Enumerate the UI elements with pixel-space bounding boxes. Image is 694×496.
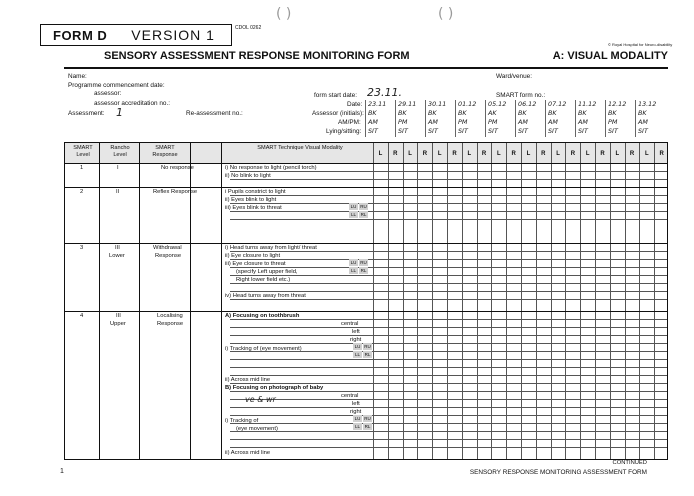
header-initials-value: BK [368, 109, 377, 117]
header-grid-line [515, 100, 516, 137]
ward-label: Ward/venue: [496, 73, 532, 80]
lr-column-label: L [645, 151, 649, 157]
lr-column-label: L [437, 151, 442, 157]
header-dates-value: 11.12 [578, 100, 597, 108]
grid-row-line [230, 383, 667, 384]
rancho-level: III [116, 313, 121, 319]
field-box: RU [364, 344, 371, 349]
grid-row-line [230, 375, 667, 376]
header-grid-line [545, 100, 546, 137]
technique-item: ii) Across mid line [225, 377, 271, 383]
header-lying-value: SIT [458, 127, 468, 135]
header-grid-line [605, 100, 606, 137]
grid-column-line [639, 143, 640, 459]
header-ampm-value: AM [638, 118, 648, 126]
technique-item: iv) Head turns away from threat [225, 293, 306, 299]
header-lying-value: SIT [368, 127, 378, 135]
header-grid-line [395, 100, 396, 137]
header-lying-value: SIT [638, 127, 648, 135]
rancho-sublevel: Upper [110, 321, 126, 327]
field-box: RL [360, 268, 367, 273]
lr-column-label: L [556, 151, 560, 157]
header-ampm-value: AM [578, 118, 588, 126]
grid-column-line [388, 143, 389, 459]
grid-column-line [580, 143, 581, 459]
col-divider [139, 143, 140, 459]
direction-label: right [350, 409, 362, 415]
grid-column-line [491, 143, 492, 459]
header-initials-value: BK [428, 109, 437, 117]
grid-row-line [230, 327, 667, 328]
header-dates-value: 01.12 [458, 100, 477, 108]
grid-column-line [551, 143, 552, 459]
lr-column-label: L [467, 151, 472, 157]
header-initials-value: BK [458, 109, 467, 117]
technique-item: iii) Eye closure to threat [225, 261, 286, 267]
header-initials-value: BK [548, 109, 557, 117]
lr-column-label: R [393, 151, 398, 157]
header-grid-line [485, 100, 486, 137]
header-dates-value: 05.12 [488, 100, 507, 108]
header-ampm-value: PM [398, 118, 408, 126]
response-name: Localising [157, 313, 183, 319]
header-lying-value: SIT [398, 127, 408, 135]
grid-row-line [230, 423, 667, 424]
header-ampm-value: PM [488, 118, 498, 126]
technique-item: ii) No blink to light [225, 173, 271, 179]
response-name: Reflex Response [153, 189, 198, 195]
assessment-label: Assessment: [68, 110, 105, 117]
field-box: LU [354, 344, 361, 349]
form-id-box [40, 24, 232, 46]
field-box: LL [350, 268, 356, 273]
start-date-value: 23.11. [367, 86, 402, 99]
lr-column-label: R [570, 151, 576, 157]
grid-row-line [230, 335, 667, 336]
header-dates-value: 30.11 [428, 100, 447, 108]
grid-column-line [654, 143, 655, 459]
header-grid-line [635, 100, 636, 137]
grid-row-line [230, 431, 667, 432]
field-box: RU [364, 416, 371, 421]
header-dates-value: 29.11 [398, 100, 417, 108]
rancho-level: I [117, 165, 119, 171]
assessment-value: 1 [116, 106, 123, 119]
assessor-label: assessor: [94, 90, 122, 97]
header-ampm-value: AM [518, 118, 528, 126]
field-box: LU [350, 260, 357, 265]
header-ampm-value: AM [368, 118, 378, 126]
modality-title: A: VISUAL MODALITY [552, 50, 668, 62]
grid-column-line [595, 143, 596, 459]
start-date-label: form start date: [314, 92, 357, 99]
grid-column-line [536, 143, 537, 459]
technique-item: B) Focusing on photograph of baby [225, 385, 324, 391]
header-initials-value: BK [398, 109, 407, 117]
grid-row-line [230, 367, 667, 368]
grid-row-line [230, 283, 667, 284]
grid-row-line [230, 195, 667, 196]
grid-row-line [230, 219, 667, 220]
smart-form-label: SMART form no.: [496, 92, 546, 99]
grid-row-line [230, 407, 667, 408]
level-number: 1 [80, 165, 84, 171]
grid-column-line [432, 143, 433, 459]
lr-column-label: R [511, 151, 516, 157]
header-initials-value: BK [638, 109, 647, 117]
grid-row-line [230, 211, 667, 212]
title-row [64, 50, 668, 64]
field-box: LL [354, 352, 360, 357]
section-level-1 [65, 163, 667, 179]
lr-column-label: R [481, 151, 487, 157]
grid-column-line [462, 143, 463, 459]
grid-row-line [230, 267, 667, 268]
punch-hole-right: ( ) [438, 6, 454, 22]
header-dates-value: 13.12 [638, 100, 657, 108]
lr-column-label: R [541, 151, 546, 157]
form-title: SENSORY ASSESSMENT RESPONSE MONITORING FORM [104, 50, 410, 62]
technique-item: i) Head turns away from light/ threat [225, 245, 317, 251]
header-grid-line [365, 100, 366, 137]
assessor-initials-label: Assessor (initials): [312, 110, 364, 117]
field-box: RL [364, 424, 371, 429]
assessment-table [64, 142, 668, 460]
header-dates-value: 23.11 [368, 100, 387, 108]
header-ampm-value: PM [608, 118, 618, 126]
grid-column-line [417, 143, 418, 459]
header-lying-value: SIT [608, 127, 618, 135]
technique-item: i) No response to light (pencil torch) [225, 165, 317, 171]
response-name: Withdrawal [153, 245, 182, 251]
header-ampm-value: AM [548, 118, 558, 126]
header-initials-value: BK [518, 109, 527, 117]
lr-column-label: R [600, 151, 605, 157]
response-name-2: Response [155, 253, 182, 259]
header-lying-value: SIT [518, 127, 528, 135]
technique-item: i Pupils constrict to light [225, 189, 286, 195]
grid-row-line [230, 343, 667, 344]
header-initials-value: BK [608, 109, 617, 117]
form-code: FORM D [53, 27, 108, 43]
grid-column-line [625, 143, 626, 459]
technique-item: ii) Eye closure to light [225, 253, 281, 259]
header-smart-response: SMART Response [152, 145, 178, 158]
direction-label: central [341, 321, 359, 327]
col-divider [221, 143, 222, 459]
lr-column-label: L [585, 151, 590, 157]
lying-label: Lying/sitting: [326, 128, 362, 135]
date-label: Date: [347, 101, 363, 108]
grid-column-line [506, 143, 507, 459]
header-dates-value: 06.12 [518, 100, 537, 108]
technique-item: A) Focusing on toothbrush [225, 313, 300, 319]
grid-column-line [521, 143, 522, 459]
header-ampm-value: PM [458, 118, 468, 126]
title-divider [64, 67, 668, 69]
reassessment-label: Re-assessment no.: [186, 110, 243, 117]
grid-row-line [230, 291, 667, 292]
header-lying-value: SIT [548, 127, 558, 135]
grid-column-line [477, 143, 478, 459]
field-box: LL [350, 212, 356, 217]
header-lying-value: SIT [488, 127, 498, 135]
level-number: 2 [80, 189, 84, 195]
handwritten-note: ve & wr [245, 395, 276, 404]
grid-column-line [610, 143, 611, 459]
page-number: 1 [60, 468, 64, 475]
lr-column-label: R [452, 151, 457, 157]
header-initials-value: BK [578, 109, 587, 117]
header-grid-line [455, 100, 456, 137]
header-grid-line [575, 100, 576, 137]
punch-hole-left: ( ) [276, 6, 292, 22]
lr-column-label: L [408, 151, 412, 157]
header-smart-level: SMART Level [73, 145, 93, 158]
lr-column-label: R [659, 151, 664, 157]
header-smart-technique: SMART Technique Visual Modality [257, 145, 343, 151]
level-number: 3 [80, 245, 84, 251]
grid-column-line [447, 143, 448, 459]
accreditation-label: assessor accreditation no.: [94, 100, 171, 107]
grid-row-line [230, 399, 667, 400]
direction-label: right [350, 337, 362, 343]
field-box: RL [360, 212, 367, 217]
header-rancho-level: Rancho Level [110, 145, 130, 158]
technique-item: ii) Eyes blink to light [225, 197, 277, 203]
direction-label: left [352, 329, 360, 335]
lr-column-label: R [629, 151, 635, 157]
ampm-label: AM/PM: [338, 119, 361, 126]
technique-item: Right lower field etc.) [236, 277, 291, 283]
continued-label: CONTINUED [612, 460, 647, 466]
field-box: LL [354, 424, 360, 429]
technique-item: ii) Across mid line [225, 450, 271, 456]
field-box: RU [360, 260, 367, 265]
header-lying-value: SIT [578, 127, 588, 135]
grid-row-line [230, 259, 667, 260]
grid-row-line [230, 447, 667, 448]
grid-row-line [230, 179, 667, 180]
rancho-level: II [116, 189, 120, 195]
form-version: VERSION 1 [131, 27, 215, 43]
direction-label: left [352, 401, 360, 407]
grid-column-line [565, 143, 566, 459]
header-dates-value: 12.12 [608, 100, 627, 108]
header-lying-value: SIT [428, 127, 438, 135]
grid-row-line [230, 415, 667, 416]
lr-column-label: L [497, 151, 501, 157]
lr-column-label: R [422, 151, 428, 157]
lr-column-label: L [378, 151, 383, 157]
level-number: 4 [80, 313, 84, 319]
field-box: LU [354, 416, 361, 421]
field-box: RL [364, 352, 371, 357]
lr-column-label: L [615, 151, 620, 157]
technique-item: iii) Eyes blink to threat [225, 205, 282, 211]
doc-id: CDOL 0262 [235, 25, 262, 31]
technique-item: (specify Left upper field, [236, 269, 298, 275]
rancho-level: III [115, 245, 120, 251]
grid-row-line [230, 439, 667, 440]
header-ampm-value: AM [428, 118, 438, 126]
header-grid-line [425, 100, 426, 137]
response-name-2: Response [157, 321, 184, 327]
technique-item: i) Tracking of [225, 418, 259, 424]
footer-form-name: SENSORY RESPONSE MONITORING ASSESSMENT FORM [469, 469, 647, 476]
header-dates-value: 07.12 [548, 100, 567, 108]
technique-item: (eye movement) [236, 426, 278, 432]
programme-label: Programme commencement date: [68, 82, 165, 89]
rancho-sublevel: Lower [109, 253, 125, 259]
name-label: Name: [68, 73, 87, 80]
field-box: RU [360, 204, 367, 209]
header-initials-value: AK [488, 109, 497, 117]
grid-column-line [403, 143, 404, 459]
grid-row-line [230, 359, 667, 360]
grid-column-line [373, 143, 374, 459]
grid-row-line [230, 203, 667, 204]
copyright: © Royal Hospital for Neuro-disability [608, 42, 673, 47]
technique-item: i) Tracking of (eye movement) [225, 346, 302, 352]
response-name: No response [161, 165, 194, 171]
direction-label: central [341, 393, 359, 399]
col-divider [99, 143, 100, 459]
header-info [64, 73, 668, 138]
field-box: LU [350, 204, 357, 209]
lr-column-label: L [526, 151, 531, 157]
